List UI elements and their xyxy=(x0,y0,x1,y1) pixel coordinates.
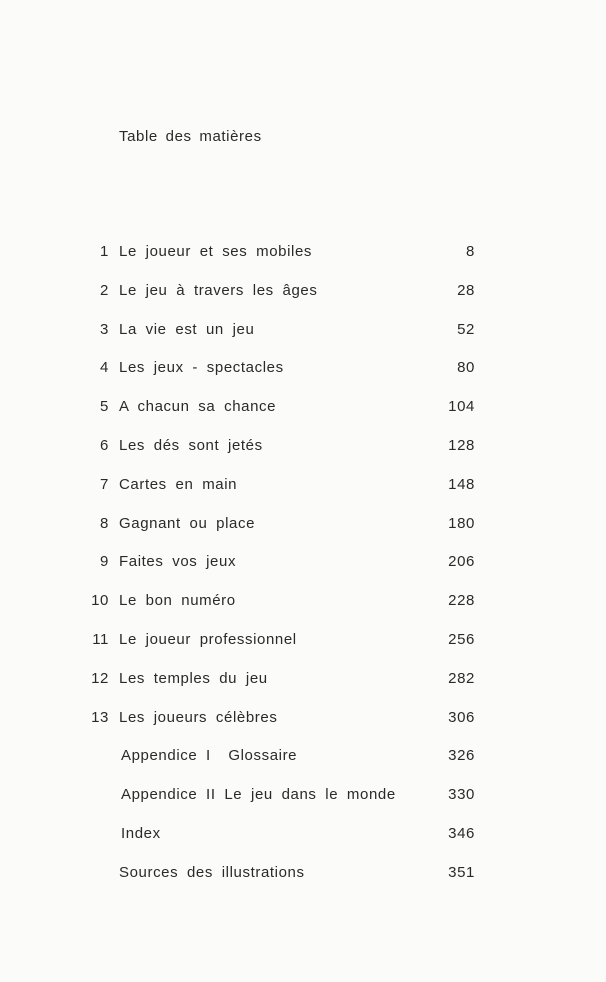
toc-row xyxy=(0,515,606,554)
toc-row xyxy=(0,476,606,515)
page-number: 148 xyxy=(448,475,475,493)
page-number: 326 xyxy=(448,747,475,765)
toc-row xyxy=(0,670,606,709)
chapter-number: 13 xyxy=(91,708,109,726)
chapter-number: 9 xyxy=(100,553,109,571)
chapter-title: Le bon numéro xyxy=(119,592,236,610)
chapter-number: 12 xyxy=(91,669,109,687)
chapter-title: Les joueurs célèbres xyxy=(119,708,278,726)
page-number: 128 xyxy=(448,436,475,454)
chapter-number: 8 xyxy=(100,514,109,532)
toc-row xyxy=(0,359,606,398)
chapter-title: Le joueur et ses mobiles xyxy=(119,243,312,260)
toc-row xyxy=(0,321,606,360)
page-number: 351 xyxy=(448,863,475,881)
chapter-title: Gagnant ou place xyxy=(119,514,256,532)
chapter-title: Les temples du jeu xyxy=(119,669,268,687)
page-title: Table des matières xyxy=(119,128,262,145)
appendix-title: Appendice II Le jeu dans le monde xyxy=(121,786,396,804)
appendix-title: Appendice I Glossaire xyxy=(121,747,298,765)
chapter-title: La vie est un jeu xyxy=(119,320,255,338)
chapter-number: 11 xyxy=(92,630,109,648)
toc-row xyxy=(0,592,606,631)
toc-row-appendix xyxy=(0,747,606,786)
chapter-number: 4 xyxy=(100,359,109,377)
sources-title: Sources des illustrations xyxy=(119,863,305,881)
toc-row xyxy=(0,398,606,437)
page-number: 8 xyxy=(466,243,475,260)
chapter-title: Le jeu à travers les âges xyxy=(119,281,318,299)
toc-row xyxy=(0,631,606,670)
chapter-title: Les dés sont jetés xyxy=(119,436,263,454)
page-number: 180 xyxy=(448,514,475,532)
chapter-number: 6 xyxy=(100,436,109,454)
table-of-contents xyxy=(0,243,606,903)
chapter-number: 3 xyxy=(100,320,109,338)
toc-row xyxy=(0,282,606,321)
chapter-title: Cartes en main xyxy=(119,475,238,493)
page-number: 52 xyxy=(457,320,475,338)
toc-row xyxy=(0,437,606,476)
chapter-number: 2 xyxy=(100,281,109,299)
chapter-title: Faites vos jeux xyxy=(119,553,237,571)
chapter-number: 10 xyxy=(91,592,109,610)
toc-row-index xyxy=(0,825,606,864)
chapter-number: 5 xyxy=(100,398,109,416)
page-number: 28 xyxy=(457,281,475,299)
page-number: 282 xyxy=(448,669,475,687)
page-number: 346 xyxy=(448,824,475,842)
chapter-title: Le joueur professionnel xyxy=(119,630,297,648)
chapter-title: Les jeux - spectacles xyxy=(119,359,284,377)
page-number: 306 xyxy=(448,708,475,726)
page-number: 256 xyxy=(448,630,475,648)
toc-row xyxy=(0,709,606,748)
toc-row-sources xyxy=(0,864,606,903)
chapter-number: 7 xyxy=(100,475,109,493)
page-number: 228 xyxy=(448,592,475,610)
toc-row xyxy=(0,243,606,282)
page-number: 330 xyxy=(448,786,475,804)
page-number: 104 xyxy=(448,398,475,416)
chapter-number: 1 xyxy=(100,243,109,260)
toc-row-appendix xyxy=(0,786,606,825)
chapter-title: A chacun sa chance xyxy=(119,398,277,416)
index-title: Index xyxy=(121,824,161,842)
page-number: 80 xyxy=(457,359,475,377)
page-number: 206 xyxy=(448,553,475,571)
toc-row xyxy=(0,553,606,592)
